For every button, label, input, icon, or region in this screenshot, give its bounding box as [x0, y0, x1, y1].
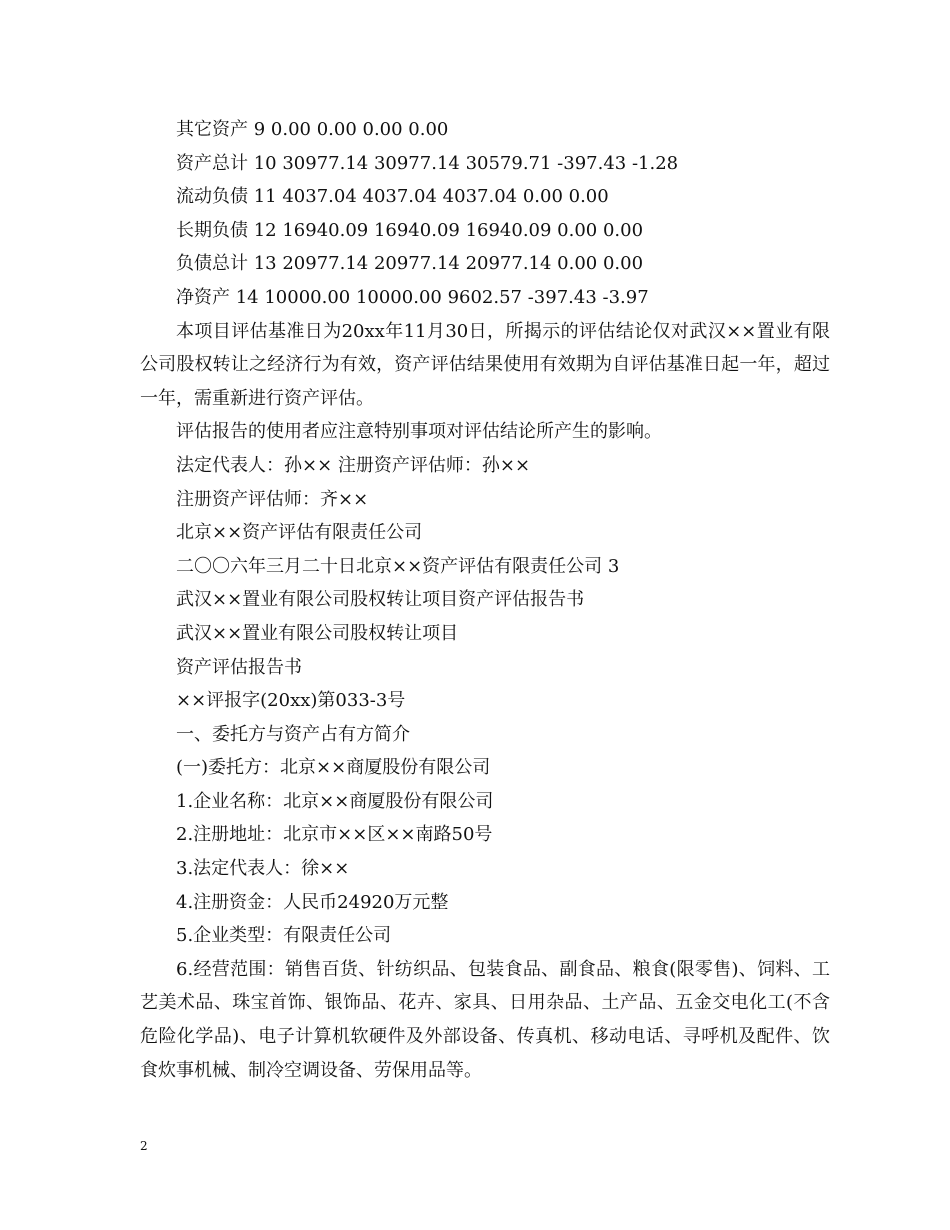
report-ref-number: ××评报字(20xx)第033-3号 — [176, 690, 406, 712]
report-title-line1: 武汉××置业有限公司股权转让项目 — [176, 622, 459, 644]
page-number: 2 — [140, 1139, 148, 1153]
list-item: 2.注册地址：北京市××区××南路50号 — [176, 824, 493, 846]
section-heading: 一、委托方与资产占有方简介 — [176, 723, 410, 745]
table-row-total-liabilities: 负债总计 13 20977.14 20977.14 20977.14 0.00 0.00 — [176, 253, 644, 275]
report-title-line2: 资产评估报告书 — [176, 656, 302, 678]
business-scope-paragraph: 6.经营范围：销售百货、针纺织品、包装食品、副食品、粮食(限零售)、饲料、工艺美术品、珠宝首饰、银饰品、花卉、家具、日用杂品、土产品、五金交电化工(不含危险化学品)、电子计算机软硬件及外部设备、传真机、移动电话、寻呼机及配件、饮食炊事机械、制冷空调设备、劳保用品等。 — [140, 958, 830, 1081]
table-row-other-assets: 其它资产 9 0.00 0.00 0.00 0.00 — [176, 119, 449, 140]
table-row-current-liabilities: 流动负债 11 4037.04 4037.04 4037.04 0.00 0.00 — [176, 186, 609, 208]
table-row-net-assets: 净资产 14 10000.00 10000.00 9602.57 -397.43 -3.97 — [176, 286, 649, 308]
running-title: 武汉××置业有限公司股权转让项目资产评估报告书 — [176, 589, 585, 611]
list-item: 1.企业名称：北京××商厦股份有限公司 — [176, 790, 494, 812]
notice-paragraph: 评估报告的使用者应注意特别事项对评估结论所产生的影响。 — [176, 421, 662, 443]
validity-paragraph: 本项目评估基准日为20xx年11月30日，所揭示的评估结论仅对武汉××置业有限公司股权转让之经济行为有效，资产评估结果使用有效期为自评估基准日起一年，超过一年，需重新进行资产评估。 — [140, 320, 830, 409]
table-row-long-term-liabilities: 长期负债 12 16940.09 16940.09 16940.09 0.00 0.00 — [176, 219, 644, 241]
document-body — [140, 113, 830, 1087]
signature-company: 北京××资产评估有限责任公司 — [176, 522, 423, 544]
table-row-total-assets: 资产总计 10 30977.14 30977.14 30579.71 -397.43 -1.28 — [176, 152, 679, 174]
list-item: 4.注册资金：人民币24920万元整 — [176, 891, 449, 913]
signature-date: 二〇〇六年三月二十日北京××资产评估有限责任公司 3 — [176, 555, 620, 577]
list-item: 5.企业类型：有限责任公司 — [176, 925, 392, 947]
section-subheading: (一)委托方：北京××商厦股份有限公司 — [176, 757, 491, 779]
list-item: 3.法定代表人：徐×× — [176, 858, 350, 880]
signature-appraiser: 注册资产评估师：齐×× — [176, 488, 369, 510]
signature-representative: 法定代表人：孙×× 注册资产评估师：孙×× — [176, 454, 531, 476]
